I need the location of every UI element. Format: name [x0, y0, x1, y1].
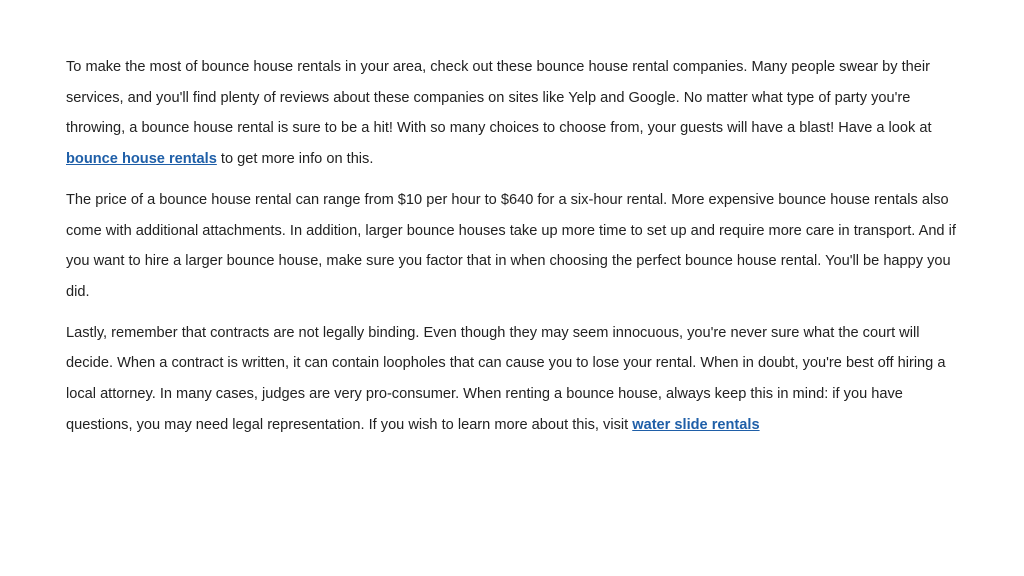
paragraph-intro-text: To make the most of bounce house rentals in your area, check out these bounce house rental companies. Many people swear by their services, and you'll find plenty of reviews about these companies on sites like Yelp and Google. No matter what type of party you're throwing, a bounce house rental is sure to be a hit! With so many choices to choose from, your guests will have a blast! Have a look at	[66, 59, 932, 137]
paragraph-pricing-text: The price of a bounce house rental can range from $10 per hour to $640 for a six-hour rental. More expensive bounce house rentals also come with additional attachments. In addition, larger bounce houses take up more time to set up and require more care in transport. And if you want to hire a larger bounce house, make sure you factor that in when choosing the perfect bounce house rental. You'll be happy you did.	[66, 191, 956, 300]
paragraph-pricing	[66, 185, 968, 308]
paragraph-contracts	[66, 318, 968, 441]
paragraph-intro-tail: to get more info on this.	[216, 151, 374, 168]
bounce-house-rentals-link[interactable]: bounce house rentals	[66, 151, 217, 168]
water-slide-rentals-link[interactable]: water slide rentals	[632, 416, 760, 433]
paragraph-intro	[66, 52, 968, 175]
paragraph-contracts-text: Lastly, remember that contracts are not legally binding. Even though they may seem innocuous, you're never sure what the court will decide. When a contract is written, it can contain loopholes that can cause you to lose your rental. When in doubt, you're best off hiring a local attorney. In many cases, judges are very pro-consumer. When renting a bounce house, always keep this in mind: if you have questions, you may need legal representation. If you wish to learn more about this, visit	[66, 324, 946, 433]
